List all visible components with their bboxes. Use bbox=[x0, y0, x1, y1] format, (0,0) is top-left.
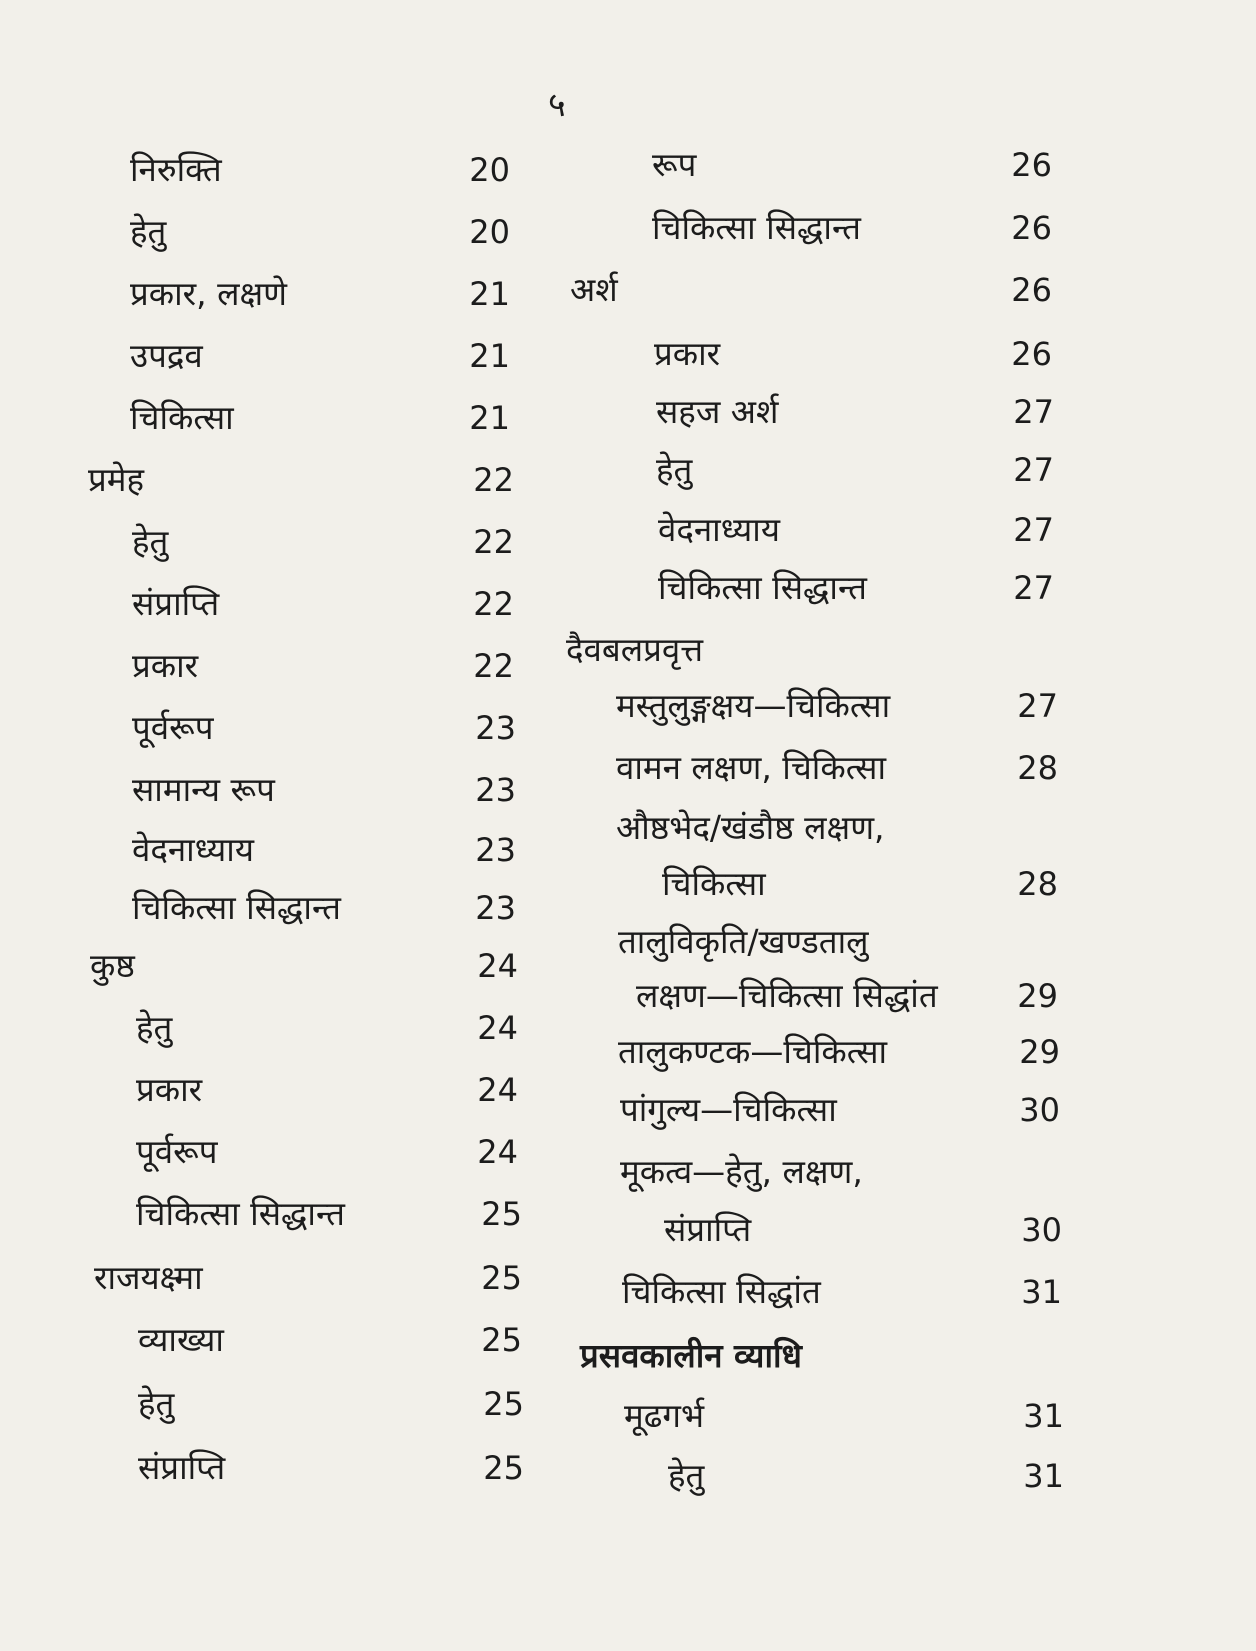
page-number: ५ bbox=[548, 85, 566, 125]
document-page: ५ निरुक्ति 20 हेतु 20 प्रकार, लक्षणे 21 उपद्रव 21 चिकित्सा 21 प्रमेह 22 हेतु 22 संप्राप्ति 22 प्रकार 22 पूर्वरूप 23 सामान्य रूप 23 वेदनाध्याय 23 चिकित्सा सिद्धान्त 23 कुष्ठ 24 हेतु 24 प्रकार 24 पूर्वरूप 24 चिकित्सा सिद्धान्त 25 राजयक्ष्मा 25 व्याख्या 25 हेतु 25 संप्राप्ति 25 रूप 26 चिकित्सा सिद्धान्त 26 अर्श 26 प्रकार 26 सहज अर्श 27 हेतु 27 वेदनाध्याय 27 चिकित्सा सिद्धान्त 27 दैवबलप्रवृत्त मस्तुलुङ्गक्षय—चिकित्सा 27 वामन लक्षण, चिकित्सा 28 औष्ठभेद/खंडौष्ठ लक्षण, चिकित्सा 28 तालुविकृति/खण्डतालु लक्षण—चिकित्सा सिद्धांत 29 तालुकण्टक—चिकित्सा 29 पांगुल्य—चिकित्सा 30 मूकत्व—हेतु, लक्षण, संप्राप्ति 30 चिकित्सा सिद्धांत 31 प्रसवकालीन व्याधि मूढगर्भ 31 हेतु 31 bbox=[0, 0, 1256, 1651]
